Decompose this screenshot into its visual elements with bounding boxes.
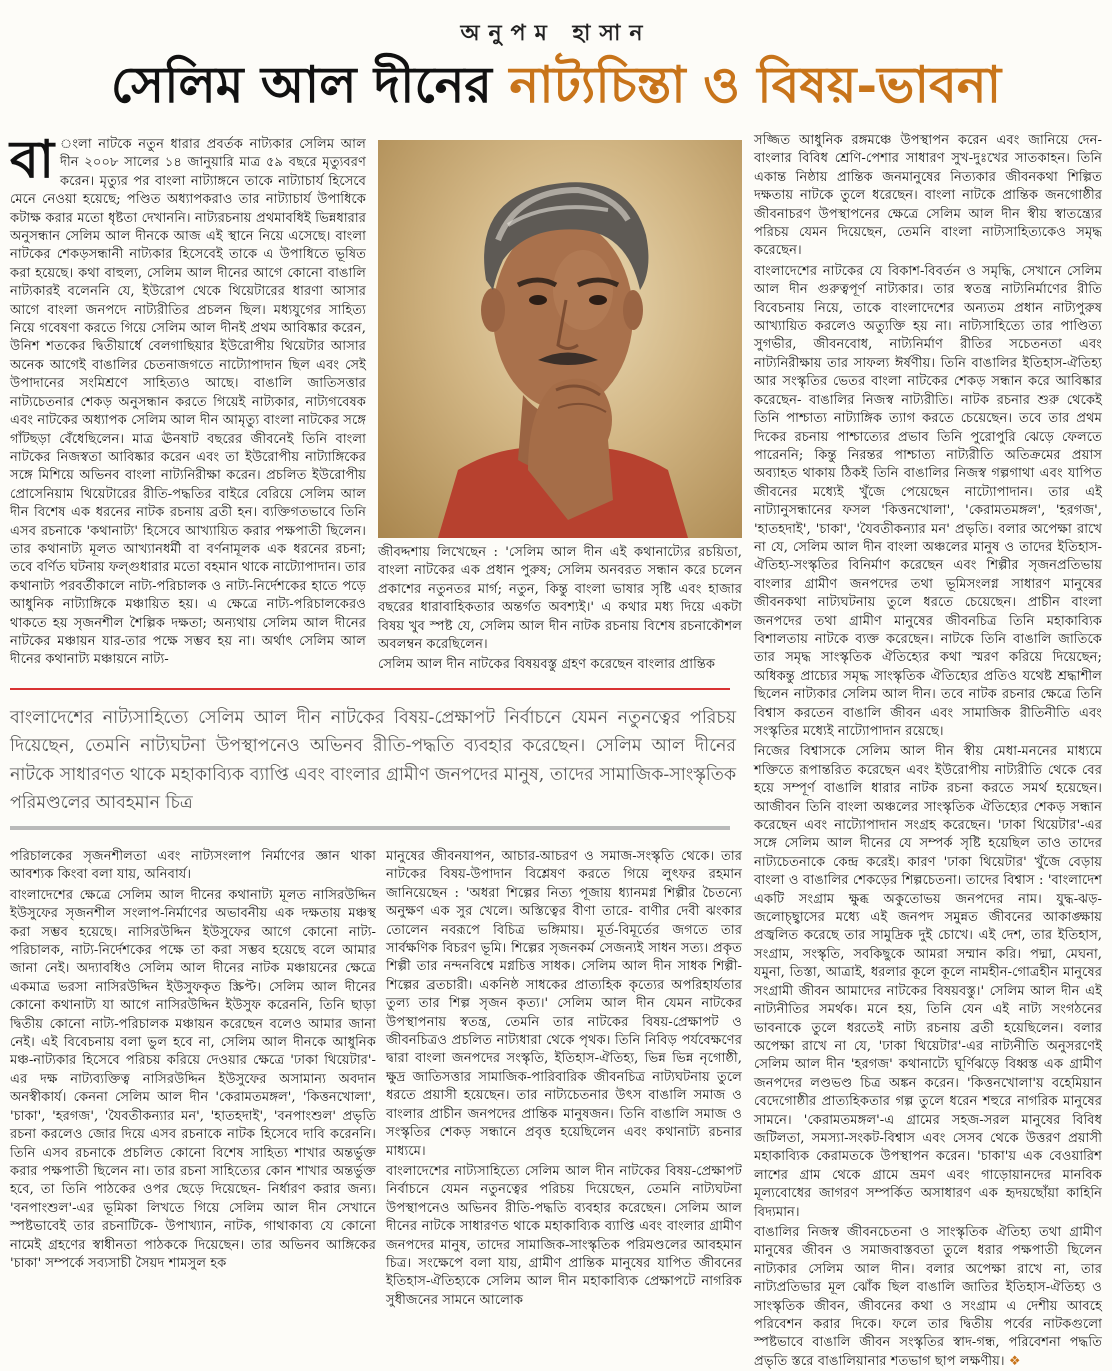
paragraph-text: বাঙালির নিজস্ব জীবনচেতনা ও সাংস্কৃতিক ঐতিহ্য তথা গ্রামীণ মানুষের জীবন ও সমাজবাস্তবতা তুলে ধরার পক্ষপাতী ছিলেন নাট্যকার সেলিম আল দীন। বলার অপেক্ষা রাখে না, তার নাট্যপ্রতিভার মূল ঝোঁক ছিল বাঙালি জাতির ইতিহাস-ঐতিহ্য ও সাংস্কৃতিক জীবন, জীবনের কথা ও সংগ্রাম এ দেশীয় আবহে পরিবেশন করার দিকে। ফলে তার দ্বিতীয় পর্বের নাটকগুলো স্পষ্টভাবে বাঙালি জীবন সংস্কৃতির স্বাদ-গন্ধ, পরিবেশনা পদ্ধতি প্রভৃতি স্তরে বাঙালিয়ানার শতভাগ ছাপ লক্ষণীয়।: [754, 1224, 1102, 1369]
paragraph: বাংলাদেশের নাটকের যে বিকাশ-বিবর্তন ও সমৃদ্ধি, সেখানে সেলিম আল দীন গুরুত্বপূর্ণ নাট্যকার। তার স্বতন্ত্র নাট্যনির্মাণের রীতি বিবেচনায় নিয়ে, তাকে বাংলাদেশের অন্যতম প্রধান নাট্যপুরুষ আখ্যায়িত করলেও অত্যুক্তি হয় না। নাট্যসাহিত্যে তার পাণ্ডিত্য সুগভীর, জীবনবোধ, নাট্যনির্মাণ রীতির সচেতনতা এবং নাট্যনিরীক্ষায় তার সাফল্য ঈর্ষণীয়। তিনি বাঙালির ইতিহাস-ঐতিহ্য আর সংস্কৃতির ভেতর বাংলা নাটকের শেকড় সন্ধান করে আবিষ্কার করেছেন- বাঙালির নিজস্ব নাট্যরীতি। নাটক রচনার শুরু থেকেই তিনি পাশ্চাত্য নাট্যাঙ্গিক ত্যাগ করতে চেয়েছেন। তবে তার প্রথম দিকের রচনায় পাশ্চাত্যের প্রভাব তিনি পুরোপুরি ঝেড়ে ফেলতে পারেননি; কিন্তু নিরন্তর পাশ্চাত্য নাট্যরীতি অতিক্রমের প্রয়াস অব্যাহত থাকায় ঠিকই তিনি বাঙালির নিজস্ব গল্পগাথা এবং যাপিত জীবনের মধ্যেই খুঁজে পেয়েছেন নাট্যোপাদান। তার এই নাট্যানুসন্ধানের ফসল 'কিত্তনখোলা', 'কেরামতমঙ্গল', 'হরগজ', 'হাতহদাই', 'চাকা', 'যৈবতীকন্যার মন' প্রভৃতি। বলার অপেক্ষা রাখে না যে, সেলিম আল দীন বাংলা অঞ্চলের মানুষ ও তাদের ইতিহাস-ঐতিহ্য-সংস্কৃতির বিনির্মাণ করেছেন এবং শিল্পীর সৃজনপ্রতিভায় বাংলার গ্রামীণ জনপদের তথা ভূমিসংলগ্ন সাধারণ মানুষের জীবনকথা নাট্যঘটনায় তুলে ধরতে চেয়েছেন। প্রাচীন বাংলা জনপদের তথা গ্রামীণ মানুষের জীবনচিত্র তিনি মহাকাব্যিক বিশালতায় নাটকে ব্যক্ত করেছেন। নাটকে তিনি বাঙালি জাতিকে তার সমৃদ্ধ সাংস্কৃতিক ঐতিহ্যের কথা স্মরণ করিয়ে দিয়েছেন; অধিকন্তু প্রাচ্যের সমৃদ্ধ সাংস্কৃতিক ঐতিহ্যের প্রতিও যথেষ্ট শ্রদ্ধাশীল ছিলেন নাট্যকার সেলিম আল দীন। তবে নাটক রচনার ক্ষেত্রে তিনি বিশ্বাস করতেন বাঙালি জীবন এবং সামাজিক রীতিনীতি এবং সংস্কৃতির মধ্যেই নাট্যোপাদান রয়েছে।: [754, 263, 1102, 739]
paragraph: নিজের বিশ্বাসকে সেলিম আল দীন স্বীয় মেধা-মননের মাধ্যমে শক্তিতে রূপান্তরিত করেছেন এবং ইউরোপীয় নাট্যরীতি থেকে বের হয়ে সম্পূর্ণ বাঙালি ধারার নাটক রচনা করতে সমর্থ হয়েছেন। আজীবন তিনি বাংলা অঞ্চলের সাংস্কৃতিক ঐতিহ্যের শেকড় সন্ধান করেছেন এবং নাট্যোপাদান সংগ্রহ করেছেন। 'ঢাকা থিয়েটার'-এর সঙ্গে সেলিম আল দীনের যে সম্পর্ক সৃষ্টি হয়েছিল তাও তাদের নাট্যচেতনাকে কেন্দ্র করেই। কারণ 'ঢাকা থিয়েটার' খুঁজে বেড়ায় বাংলা ও বাঙালির শেকড়ের শিল্পচেতনা। তাদের বিশ্বাস : 'বাংলাদেশ একটি সংগ্রাম ক্ষুব্ধ অকুতোভয় জনপদের নাম। যুদ্ধ-ঝড়-জলোচ্ছ্বাসের মধ্যে এই জনপদ সমুন্নত জীবনের আকাঙ্ক্ষায় প্রজ্বলিত করেছে তার সামুদ্রিক দুই চোখে। এই দেশ, তার ইতিহাস, সংগ্রাম, সংস্কৃতি, সবকিছুকে আমরা সম্মান করি। পদ্মা, মেঘনা, যমুনা, তিস্তা, আত্রাই, ধরলার কূলে কূলে নামহীন-গোত্রহীন মানুষের সংগ্রামী জীবন আমাদের নাটকের বিষয়বস্তু।' সেলিম আল দীন এই নাট্যনীতির সমর্থক। মনে হয়, তিনি যেন এই নাট্য সংগঠনের ভাবনাকে তুলে ধরতেই নাট্য রচনায় ব্রতী হয়েছিলেন। বলার অপেক্ষা রাখে না যে, 'ঢাকা থিয়েটার'-এর নাট্যনীতি অনুসরণেই সেলিম আল দীন 'হরগজ' কথানাট্যে ঘূর্ণিঝড়ে বিধ্বস্ত এক গ্রামীণ জনপদের লণ্ডভণ্ড চিত্র অঙ্কন করেন। 'কিত্তনখোলা'য় বহেমিয়ান বেদেগোষ্ঠীর প্রাত্যহিকতার গল্প তুলে ধরেন শহুরে নাগরিক মানুষের সামনে। 'কেরামতমঙ্গল'-এ গ্রামের সহজ-সরল মানুষের বিবিধ জটিলতা, সমস্যা-সংকট-বিশ্বাস এবং সেসব থেকে উত্তরণ প্রয়াসী মহাকাব্যিক কেরামতকে উপস্থাপন করেন। 'চাকা'য় এক বেওয়ারিশ লাশের গ্রাম থেকে গ্রামে ভ্রমণ এবং গাড়োয়ানদের মানবিক মূল্যবোধের জাগরণ সম্পর্কিত অসাধারণ এক হৃদয়ছোঁয়া কাহিনি বিদ্যমান।: [754, 744, 1102, 1220]
headline-part-black: সেলিম আল দীনের: [110, 55, 510, 114]
end-mark-icon: ❖: [1008, 1353, 1021, 1369]
paragraph: মানুষের জীবনযাপন, আচার-আচরণ ও সমাজ-সংস্কৃতি থেকে। তার নাটকের বিষয়-উপাদান বিশ্লেষণ করতে গিয়ে লুৎফর রহমান জানিয়েছেন : 'অধরা শিল্পের নিত্য পূজায় ধ্যানমগ্ন শিল্পীর চৈতন্যে অনুক্ষণ এক সুর খেলে। অস্তিত্বের বীণা তারে- বাণীর দেবী ঝংকার তোলেন নবরূপে বিচিত্র ভঙ্গিমায়। মূর্ত-বিমূর্তের জগতে তার সার্বক্ষণিক বিচরণ ভূমি। শিল্পের সৃজনকর্ম সেজন্যই সাধন সত্য। প্রকৃত শিল্পী তার নন্দনবিশ্বে মগ্নচিত্ত সাধক। সেলিম আল দীন সাধক শিল্পী-শিল্পের ব্রতচারী। একনিষ্ঠ সাধকের প্রাত্যহিক কৃত্যের অপরিহার্যতার তুল্য তার শিল্প সৃজন কৃত্য।' সেলিম আল দীন যেমন নাটকের উপস্থাপনায় স্বতন্ত্র, তেমনি তার নাটকের বিষয়-প্রেক্ষাপট ও জীবনচিত্রও প্রচলিত নাট্যধারা থেকে পৃথক। তিনি নিবিড় পর্যবেক্ষণের দ্বারা বাংলা জনপদের সংস্কৃতি, ইতিহাস-ঐতিহ্য, ভিন্ন ভিন্ন নৃগোষ্ঠী, ক্ষুদ্র জাতিসত্তার সামাজিক-পারিবারিক জীবনচিত্র নাট্যঘটনায় তুলে ধরতে প্রয়াসী হয়েছেন। তার নাট্যচেতনার উৎস বাঙালি সমাজ ও বাংলার প্রাচীন জনপদের প্রান্তিক মানুষজন। তিনি বাঙালি সমাজ ও সংস্কৃতির শেকড় সন্ধানে প্রবৃত্ত হয়েছিলেন এবং কথানাট্য রচনার মাধ্যমে।: [386, 849, 742, 1159]
column-bottom-middle: [386, 848, 742, 1308]
drop-cap: বা: [10, 129, 55, 190]
divider-red: [10, 688, 730, 690]
paragraph: [754, 1224, 1102, 1371]
column-bottom-left: [10, 848, 376, 1274]
author-byline: অনুপম হাসান: [460, 20, 652, 46]
article-headline: [0, 52, 1112, 118]
paragraph: বাংলাদেশের নাট্যসাহিত্যে সেলিম আল দীন নাটকের বিষয়-প্রেক্ষাপট নির্বাচনে যেমন নতুনত্বের পরিচয় দিয়েছেন, তেমনি নাট্যঘটনা উপস্থাপনেও অভিনব রীতি-পদ্ধতি ব্যবহার করেছেন। সেলিম আল দীনের নাটকে সাধারণত থাকে মহাকাব্যিক ব্যাপ্তি এবং বাংলার গ্রামীণ জনপদের মানুষ, তাদের সামাজিক-সাংস্কৃতিক পরিমণ্ডলের আবহমান চিত্র। সংক্ষেপে বলা যায়, গ্রামীণ প্রান্তিক মানুষের যাপিত জীবনের ইতিহাস-ঐতিহ্যকে সেলিম আল দীন মহাকাব্যিক প্রেক্ষাপটে নাগরিক সুধীজনের সামনে আলোক: [386, 1163, 742, 1308]
pull-quote-text: বাংলাদেশের নাট্যসাহিত্যে সেলিম আল দীন নাটকের বিষয়-প্রেক্ষাপট নির্বাচনে যেমন নতুনত্বের পরিচয় দিয়েছেন, তেমনি নাট্যঘটনা উপস্থাপনেও অভিনব রীতি-পদ্ধতি ব্যবহার করেছেন। সেলিম আল দীনের নাটকে সাধারণত থাকে মহাকাব্যিক ব্যাপ্তি এবং বাংলার গ্রামীণ জনপদের মানুষ, তাদের সামাজিক-সাংস্কৃতিক পরিমণ্ডলের আবহমান চিত্র: [10, 708, 736, 814]
paragraph-text: ংলা নাটকে নতুন ধারার প্রবর্তক নাট্যকার সেলিম আল দীন ২০০৮ সালের ১৪ জানুয়ারি মাত্র ৫৯ বছরে মৃত্যুবরণ করেন। মৃত্যুর পর বাংলা নাট্যাঙ্গনে তাকে নাট্যাচার্য হিসেবে মেনে নেওয়া হয়েছে; পণ্ডিত অধ্যাপকরাও তার নাট্যাচার্য উপাধিকে কটাক্ষ করার মতো ধৃষ্টতা দেখাননি। নাট্যরচনায় প্রথমাবধিই ভিন্নধারার অনুসন্ধান সেলিম আল দীনকে আজ এই স্থানে নিয়ে এসেছে। বাংলা নাটকের শেকড়সন্ধানী নাট্যকার হিসেবেই তাকে এ উপাধিতে ভূষিত করা হয়েছে। কথা বাহুল্য, সেলিম আল দীনের আগে কোনো বাঙালি নাট্যকারই বলেননি যে, ইউরোপ থেকে থিয়েটারের ধারণা আসার আগে বাংলা জনপদে নাট্যরীতির প্রচলন ছিল। মধ্যযুগের সাহিত্য নিয়ে গবেষণা করতে গিয়ে সেলিম আল দীনই প্রথম আবিষ্কার করেন, উনিশ শতকের দ্বিতীয়ার্ধে বেলগাছিয়ার ইউরোপীয় থিয়েটার আসার অনেক আগেই বাঙালির চেতনাজগতে নাট্যোপাদান ছিল এবং সেই উপাদানের সংমিশ্রণে সাহিত্যও আছে। বাঙালি জাতিসত্তার নাট্যচেতনার শেকড় অনুসন্ধান করতে গিয়েই নাট্যকার, নাট্যগবেষক এবং নাটকের অধ্যাপক সেলিম আল দীন আমৃত্যু বাংলা নাটকের সঙ্গে গাঁটছড়া বেঁধেছিলেন। মাত্র ঊনষাট বছরের জীবনেই তিনি বাংলা নাটকের নিজস্বতা আবিষ্কার করেন এবং তা ইউরোপীয় নাট্যাঙ্গিকের সঙ্গে মিশিয়ে অভিনব বাংলা নাট্যনিরীক্ষা করেন। প্রচলিত ইউরোপীয় প্রোসেনিয়াম থিয়েটারের রীতি-পদ্ধতির বাইরে বেরিয়ে সেলিম আল দীন বিশেষ এক ধরনের নাটক রচনায় ব্রতী হন। ব্যক্তিগতভাবে তিনি এসব রচনাকে 'কথানাট্য' হিসেবে আখ্যায়িত করার পক্ষপাতী ছিলেন। তার কথানাট্য মূলত আখ্যানধর্মী বা বর্ণনামূলক এক ধরনের রচনা; তবে বর্ণিত ঘটনায় ফল্গুধারার মতো বহমান থাকে নাট্যোপাদান। তার কথানাট্য পরবর্তীকালে নাট্য-পরিচালক ও নাট্য-নির্দেশকের হাতে পড়ে আধুনিক নাট্যাঙ্গিকে মঞ্চায়িত হয়। এ ক্ষেত্রে নাট্য-পরিচালকেরও থাকতে হয় সৃজনশীল শৈল্পিক দক্ষতা; অন্যথায় সেলিম আল দীনের নাটকের মঞ্চায়ন যার-তার পক্ষে সম্ভব হয় না। অর্থাৎ সেলিম আল দীনের কথানাট্য মঞ্চায়নে নাট্য-: [10, 137, 366, 668]
column-right: [754, 132, 1102, 1369]
portrait-illustration: [378, 140, 742, 538]
paragraph: বাংলাদেশের ক্ষেত্রে সেলিম আল দীনের কথানাট্য মূলত নাসিরউদ্দিন ইউসুফের সৃজনশীল সংলাপ-নির্মাণের অভাবনীয় এক দক্ষতায় মঞ্চস্থ করা সম্ভব হয়েছে। নাসিরউদ্দিন ইউসুফের আগে কোনো নাট্য-পরিচালক, নাট্য-নির্দেশকের পক্ষে তা করা সম্ভব হয়েছে বলে আমার জানা নেই। অদ্যাবধিও সেলিম আল দীনের নাটক মঞ্চায়নের ক্ষেত্রে একমাত্র ভরসা নাসিরউদ্দিন ইউসুফকৃত স্ক্রিপ্ট। সেলিম আল দীনের কোনো কথানাট্য যা আগে নাসিরউদ্দিন ইউসুফ করেননি, তিনি ছাড়া দ্বিতীয় কোনো নাট্য-পরিচালক মঞ্চায়ন করেছেন বলেও আমার জানা নেই। এই বিবেচনায় বলা ভুল হবে না, সেলিম আল দীনকে আধুনিক মঞ্চ-নাট্যকার হিসেবে পরিচয় করিয়ে দেওয়ার ক্ষেত্রে 'ঢাকা থিয়েটার'-এর দক্ষ নাট্যব্যক্তিত্ব নাসিরউদ্দিন ইউসুফের অসামান্য অবদান অনস্বীকার্য। কেননা সেলিম আল দীন 'কেরামতমঙ্গল', 'কিত্তনখোলা', 'চাকা', 'হরগজ', 'যৈবতীকন্যার মন', 'হাতহদাই', 'বনপাংশুল' প্রভৃতি রচনা করলেও জোর দিয়ে এসব রচনাকে নাটক হিসেবে দাবি করেননি। তিনি এসব রচনাকে প্রচলিত কোনো বিশেষ সাহিত্য শাখার অন্তর্ভুক্ত করার পক্ষপাতী ছিলেন না। তার রচনা সাহিত্যের কোন শাখার অন্তর্ভুক্ত হবে, তা তিনি পাঠকের ওপর ছেড়ে দিয়েছেন- নির্ধারণ করার জন্য। 'বনপাংশুল'-এর ভূমিকা লিখতে গিয়ে সেলিম আল দীন সেখানে স্পষ্টভাবেই তার রচনাটিকে- উপাখ্যান, নাটক, গাথাকাব্য যে কোনো নামেই গ্রহণের স্বাধীনতা পাঠককে দিয়েছেন। তার অভিনব আঙ্গিকের 'চাকা' সম্পর্কে সব্যসাচী সৈয়দ শামসুল হক: [10, 887, 376, 1271]
paragraph: সেলিম আল দীন নাটকের বিষয়বস্তু গ্রহণ করেছেন বাংলার প্রান্তিক: [378, 657, 716, 673]
paragraph: সজ্জিত আধুনিক রঙ্গমঞ্চে উপস্থাপন করেন এবং জানিয়ে দেন- বাংলার বিবিধ শ্রেণি-পেশার সাধারণ সুখ-দুঃখের সাতকাহন। তিনি একান্ত নিষ্ঠায় প্রান্তিক জনমানুষের নিত্যকার জীবনকথা শিল্পিত দক্ষতায় নাটকে তুলে ধরেছেন। বাংলা নাটকে প্রান্তিক জনগোষ্ঠীর জীবনাচরণ উপস্থাপনের ক্ষেত্রে সেলিম আল দীন স্বীয় স্বাতন্ত্র্যের পরিচয় যেমন দিয়েছেন, তেমনি বাংলা নাট্যসাহিত্যকেও সমৃদ্ধ করেছেন।: [754, 133, 1102, 259]
column-caption: [378, 544, 742, 673]
paragraph: [10, 129, 366, 670]
column-top-left: [10, 129, 366, 668]
paragraph: পরিচালকের সৃজনশীলতা এবং নাট্যসংলাপ নির্মাণের জ্ঞান থাকা আবশ্যক কিংবা বলা যায়, অনিবার্য।: [10, 849, 376, 883]
portrait-photo: [378, 140, 742, 538]
headline-part-accent: নাট্যচিন্তা ও বিষয়-ভাবনা: [509, 55, 1002, 114]
divider-grey: [10, 826, 730, 830]
paragraph: জীবদ্দশায় লিখেছেন : 'সেলিম আল দীন এই কথানাট্যের রচয়িতা, বাংলা নাটকের এক প্রধান পুরুষ; সেলিম অনবরত সন্ধান করে চলেন প্রকাশের নতুনতর মার্গ; নতুন, কিন্তু বাংলা ভাষার সৃষ্টি এবং হাজার বছরের ধারাবাহিকতার অন্তর্গত অবশ্যই।' এ কথার মধ্য দিয়ে একটা বিষয় খুব স্পষ্ট যে, সেলিম আল দীন নাটক রচনায় বিশেষ রচনাকৌশল অবলম্বন করেছিলেন।: [378, 545, 742, 653]
pull-quote: [10, 704, 736, 820]
